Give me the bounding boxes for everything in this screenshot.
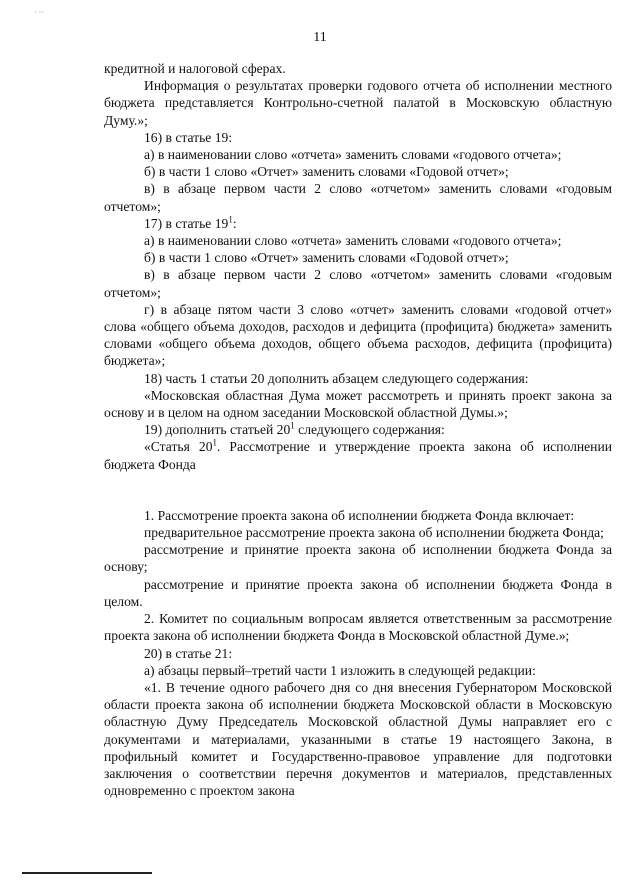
paragraph xyxy=(104,662,612,679)
paragraph-text: в) в абзаце первом части 2 слово «отчетом» заменить словами «годовым отчетом»; xyxy=(104,267,612,300)
paragraph-text: 1. Рассмотрение проекта закона об исполнении бюджета Фонда включает: xyxy=(144,507,575,523)
footer-rule xyxy=(22,872,152,874)
superscript: 1 xyxy=(212,437,217,448)
paragraph xyxy=(104,146,612,163)
paragraph-text: б) в части 1 слово «Отчет» заменить словами «Годовой отчет»; xyxy=(144,164,509,180)
document-body xyxy=(104,60,612,799)
paragraph-text: рассмотрение и принятие проекта закона об исполнении бюджета Фонда за основу; xyxy=(104,542,612,575)
superscript: 1 xyxy=(290,420,295,431)
paragraph-text: «Московская областная Дума может рассмотреть и принять проект закона за основу и в целом на одном заседании Московской областной Думы.»; xyxy=(104,387,612,421)
paragraph-text: 2. Комитет по социальным вопросам является ответственным за рассмотрение проекта закона об исполнении бюджета Фонда в Московской областной Думе.»; xyxy=(104,611,612,644)
paragraph xyxy=(104,507,612,524)
paragraph-text: а) в наименовании слово «отчета» заменить словами «годового отчета»; xyxy=(144,233,562,249)
paragraph-text: 18) часть 1 статьи 20 дополнить абзацем следующего содержания: xyxy=(144,370,529,386)
paragraph-text-tail: следующего содержания: xyxy=(294,422,445,438)
paragraph xyxy=(104,215,612,232)
paragraph-text: кредитной и налоговой сферах. xyxy=(104,61,286,76)
paragraph xyxy=(104,266,612,300)
paragraph xyxy=(104,249,612,266)
paragraph-text: 20) в статье 21: xyxy=(144,645,233,661)
paragraph xyxy=(104,576,612,610)
paragraph-text: 16) в статье 19: xyxy=(144,129,233,145)
paragraph-text: в) в абзаце первом части 2 слово «отчетом» заменить словами «годовым отчетом»; xyxy=(104,181,612,214)
paragraph xyxy=(104,370,612,387)
paragraph xyxy=(104,541,612,575)
superscript: 1 xyxy=(228,214,233,225)
paragraph xyxy=(104,77,612,129)
paragraph-text: Информация о результатах проверки годового отчета об исполнении местного бюджета представляется Контрольно-счетной палатой в Московскую областную Думу.»; xyxy=(104,78,612,128)
paragraph-text: 19) дополнить статьей 20 xyxy=(144,422,291,438)
paragraph xyxy=(104,524,612,541)
paragraph-text: б) в части 1 слово «Отчет» заменить словами «Годовой отчет»; xyxy=(144,250,509,266)
paragraph xyxy=(104,163,612,180)
paragraph xyxy=(104,60,612,77)
paragraph-text: «1. В течение одного рабочего дня со дня внесения Губернатором Московской области проекта закона об исполнении бюджета Московской области в Московскую областную Думу Председатель Московской областной Думы направляет его с документами и материалами, указанными в статье 19 настоящего Закона, в профильный комитет и Государственно-правовое управление для подготовки заключения о соответствии перечня документов и материалов, представленных одновременно с проектом закона xyxy=(104,679,612,799)
paragraph-text: г) в абзаце пятом части 3 слово «отчет» заменить словами «годовой отчет» слова «общего объема доходов, расходов и дефицита (профицита) бюджета» заменить словами «общего объема доходов, общего объема расходов, дефицита (профицита) бюджета»; xyxy=(104,301,612,369)
paragraph xyxy=(104,301,612,370)
paragraph xyxy=(104,387,612,421)
paragraph-text: «Статья 20 xyxy=(144,439,213,455)
paragraph-text: а) абзацы первый–третий части 1 изложить в следующей редакции: xyxy=(144,662,536,678)
paragraph-text-tail: . Рассмотрение и утверждение проекта закона об исполнении бюджета Фонда xyxy=(104,439,612,472)
paragraph xyxy=(104,679,612,799)
paragraph-gap xyxy=(104,473,612,507)
page-number: 11 xyxy=(313,30,327,45)
paragraph xyxy=(104,610,612,644)
paragraph xyxy=(104,438,612,472)
paragraph-text: рассмотрение и принятие проекта закона об исполнении бюджета Фонда в целом. xyxy=(104,576,612,609)
paragraph-text: а) в наименовании слово «отчета» заменить словами «годового отчета»; xyxy=(144,147,562,163)
paragraph xyxy=(104,129,612,146)
paragraph xyxy=(104,645,612,662)
paragraph-text: 17) в статье 19 xyxy=(144,215,229,231)
paragraph xyxy=(104,232,612,249)
scan-speck: · ·· xyxy=(34,8,44,17)
paragraph-text: предварительное рассмотрение проекта закона об исполнении бюджета Фонда; xyxy=(144,525,604,541)
paragraph-text-tail: : xyxy=(232,215,237,231)
paragraph xyxy=(104,421,612,438)
paragraph xyxy=(104,180,612,214)
